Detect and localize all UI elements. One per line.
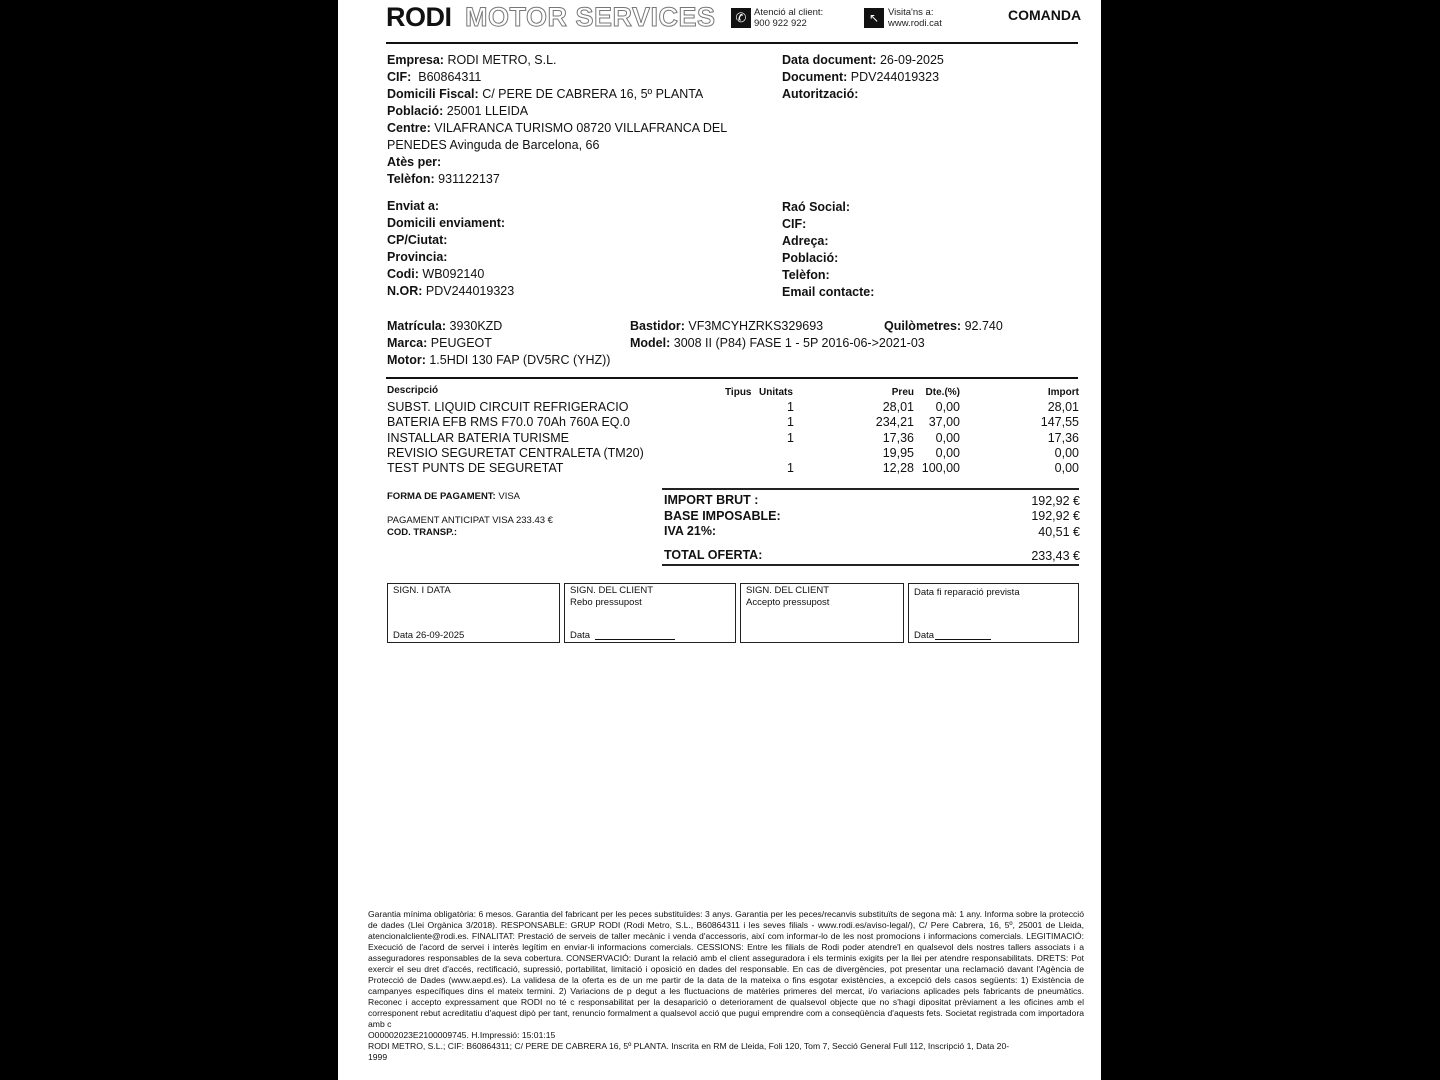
document-label: Document: [782, 70, 848, 84]
nor-value: PDV244019323 [425, 284, 515, 298]
phone-label: Atenció al client: [754, 7, 824, 18]
signature-title: SIGN. DEL CLIENT [570, 585, 654, 596]
forma-pagament-label: FORMA DE PAGAMENT: [387, 491, 496, 502]
codi-value: WB092140 [422, 267, 485, 281]
signature-box-client-receipt[interactable] [564, 583, 736, 643]
brand-logo-motor-services: MOTOR SERVICES [465, 2, 716, 32]
phone-number[interactable]: 900 922 922 [754, 18, 807, 29]
poblacio-label: Població: [387, 104, 444, 118]
base-imposable-label: BASE IMPOSABLE: [664, 509, 781, 523]
table-top-divider [386, 377, 1078, 379]
nor-label: N.OR: [387, 284, 423, 298]
adreca-label: Adreça: [782, 234, 829, 248]
total-oferta-value: 233,43 € [1031, 549, 1080, 563]
codi-label: Codi: [387, 267, 419, 281]
forma-pagament-value: VISA [498, 491, 521, 502]
cell-import: 28,01 [1047, 400, 1079, 414]
cell-descripcio: TEST PUNTS DE SEGURETAT [387, 461, 564, 476]
cursor-icon: ↖ [864, 8, 884, 28]
customer-telefon-label: Telèfon: [782, 268, 830, 282]
data-document-value: 26-09-2025 [879, 53, 944, 67]
data-document-label: Data document: [782, 53, 877, 67]
empresa-label: Empresa: [387, 53, 444, 67]
iva-value: 40,51 € [1038, 525, 1080, 539]
cell-preu: 28,01 [882, 400, 914, 414]
marca-value: PEUGEOT [430, 336, 492, 350]
web-url[interactable]: www.rodi.cat [888, 18, 942, 29]
website-info [864, 7, 942, 29]
document-type: COMANDA [1008, 7, 1082, 23]
document-page [338, 0, 1101, 1080]
cell-descripcio: BATERIA EFB RMS F70.0 70Ah 760A EQ.0 [387, 415, 630, 430]
cif-value: B60864311 [418, 70, 482, 84]
domicili-label: Domicili Fiscal: [387, 87, 479, 101]
base-imposable-value: 192,92 € [1031, 509, 1080, 523]
print-code: O00002023E2100009745. H.Impressió: 15:01:15 [368, 1030, 556, 1040]
email-label: Email contacte: [782, 285, 875, 299]
matricula-label: Matrícula: [387, 319, 447, 333]
web-label: Visita'ns a: [888, 7, 934, 18]
col-header-unitats: Unitats [759, 387, 793, 398]
vehicle-info-left [387, 318, 610, 369]
cell-dte: 37,00 [928, 415, 960, 430]
document-value: PDV244019323 [850, 70, 940, 84]
col-header-import: Import [1047, 387, 1079, 398]
cell-descripcio: REVISIO SEGURETAT CENTRALETA (TM20) [387, 445, 644, 460]
document-info [782, 52, 944, 103]
cell-dte: 100,00 [921, 461, 960, 476]
cell-dte: 0,00 [935, 445, 960, 460]
bastidor-value: VF3MCYHZRKS329693 [688, 319, 824, 333]
provincia-label: Provincia: [387, 250, 448, 264]
company-info [387, 52, 727, 188]
import-brut-label: IMPORT BRUT : [664, 493, 759, 507]
totals-bottom-divider [662, 564, 1079, 566]
registry-trailing: 1999 [368, 1052, 388, 1062]
import-brut-value: 192,92 € [1031, 494, 1080, 508]
signature-date: Data 26-09-2025 [393, 630, 465, 641]
motor-label: Motor: [387, 353, 426, 367]
date-line [935, 639, 991, 641]
autoritzacio-label: Autorització: [782, 87, 859, 101]
ates-label: Atès per: [387, 155, 442, 169]
signature-box-client-accept[interactable] [740, 583, 904, 643]
cell-unitats: 1 [787, 400, 794, 414]
cell-dte: 0,00 [935, 400, 960, 414]
cell-preu: 12,28 [882, 461, 914, 476]
model-value: 3008 II (P84) FASE 1 - 5P 2016-06->2021-03 [673, 336, 925, 350]
marca-label: Marca: [387, 336, 428, 350]
repair-end-date-box[interactable] [908, 583, 1079, 643]
domicili-value: C/ PERE DE CABRERA 16, 5º PLANTA [482, 87, 704, 101]
repair-end-title: Data fi reparació prevista [914, 587, 1020, 598]
registry-info: RODI METRO, S.L.; CIF: B60864311; C/ PERE DE CABRERA 16, 5º PLANTA. Inscrita en RM de Lleida, Foli 120, Tom 7, Secció General Full 112, Inscripció 1, Data 20- [368, 1041, 1010, 1051]
vehicle-info-right [884, 318, 1003, 335]
poblacio-value: 25001 LLEIDA [446, 104, 529, 118]
date-line [595, 639, 675, 641]
enviat-label: Enviat a: [387, 199, 440, 213]
col-header-descripcio: Descripció [387, 385, 439, 396]
customer-poblacio-label: Població: [782, 251, 839, 265]
cell-import: 0,00 [1054, 445, 1079, 460]
signature-subtitle: Accepto pressupost [746, 597, 830, 608]
signature-box-sign-date[interactable] [387, 583, 560, 643]
centre-value-2a: PENEDES [387, 138, 447, 152]
empresa-value: RODI METRO, S.L. [447, 53, 557, 67]
signature-title: SIGN. DEL CLIENT [746, 585, 830, 596]
legal-fine-print [368, 909, 1084, 1062]
shipping-info [387, 198, 514, 300]
cell-descripcio: SUBST. LIQUID CIRCUIT REFRIGERACIO [387, 400, 629, 414]
centre-label: Centre: [387, 121, 431, 135]
cell-preu: 17,36 [882, 430, 914, 445]
centre-value-1: VILAFRANCA TURISMO 08720 VILLAFRANCA DEL [434, 121, 728, 135]
cod-transp [387, 527, 457, 538]
telefon-label: Telèfon: [387, 172, 435, 186]
cell-preu: 19,95 [882, 445, 914, 460]
customer-service [731, 7, 823, 29]
cod-transp-label: COD. TRANSP.: [387, 527, 458, 538]
km-value: 92.740 [964, 319, 1003, 333]
signature-subtitle: Rebo pressupost [570, 597, 642, 608]
cell-preu: 234,21 [875, 415, 914, 430]
model-label: Model: [630, 336, 671, 350]
signature-date-label: Data [570, 630, 591, 641]
matricula-value: 3930KZD [449, 319, 503, 333]
cell-dte: 0,00 [935, 430, 960, 445]
repair-end-date-label: Data [914, 630, 935, 641]
rao-social-label: Raó Social: [782, 200, 851, 214]
col-header-tipus: Tipus [725, 387, 752, 398]
totals-top-divider [662, 488, 1079, 490]
brand-logo-rodi: RODI [386, 2, 452, 32]
col-header-dte: Dte.(%) [925, 387, 960, 398]
cp-label: CP/Ciutat: [387, 233, 448, 247]
advance-payment: PAGAMENT ANTICIPAT VISA 233.43 € [387, 515, 553, 526]
cell-import: 17,36 [1047, 430, 1079, 445]
vehicle-info-mid [630, 318, 925, 352]
cell-unitats: 1 [787, 430, 794, 445]
cell-unitats: 1 [787, 415, 794, 430]
motor-value: 1.5HDI 130 FAP (DV5RC (YHZ)) [429, 353, 611, 367]
phone-icon: ✆ [731, 8, 751, 28]
signature-title: SIGN. I DATA [393, 585, 451, 596]
centre-value-2b: Avinguda de Barcelona, 66 [449, 138, 600, 152]
iva-label: IVA 21%: [664, 524, 717, 538]
legal-text: Garantia mínima obligatòria: 6 mesos. Garantia del fabricant per les peces substituïdes: 3 anys. Garantia per les peces/recanvis substituïts de segona mà: 1 any. Informa sobre la protecció de dades (Llei Orgànica 3/2018). RESPONSABLE: GRUP RODI (Rodi Metro, S.L., B60864311 i les seves filials - www.rodi.es/aviso-legal/), C/ Pere Cabrera, 16, 5º, 25001 de Lleida, atencionalcliente@rodi.es. FINALITAT: Prestació de serveis de taller mecànic i venda d'accessoris, així com informar-lo de les nost promocions i informacions comercials. LEGITIMACIÓ: Execució de l'acord de servei i interès legítim en enviar-li informacions comercials. CESSIONS: Entre les filials de Rodi poder atendre'l en qualsevol dels nostres tallers associats i a asseguradores responsables de la seva cobertura. CONSERVACIÓ: Durant la relació amb el client asseguradora i els terminis exigits per la llei per atendre responsabilitats. DRETS: Pot exercir el seu dret d'accés, rectificació, supressió, portabilitat, limitació i oposició en dades del responsable. En cas de divergències, pot presentar una reclamació davant l'Agència de Protecció de Dades (www.aepd.es). La validesa de la oferta es de un me partir de la data de la mateixa o fins esgotar existències, a excepció dels casos següents: 1) Existència de campanyes específiques dins el mateix termini. 2) Variacions de p degut a les fluctuacions de matèries primeres del mercat, i/o variacions aplicades pels fabricants de pneumàtics. Reconec i accepto expressament que RODI no té c responsabilitat per la desaparició o deteriorament de qualsevol objecte que no s'hagi dipositat prèviament a les oficines amb el corresponent rebut acreditatiu d'aquest dipò per tant, renuncio formalment a qualsevol acció que pugui emprendre com a conseqüència d'aquests fets. Societat registrada com importadora amb c [368, 909, 1084, 1029]
col-header-preu: Preu [891, 387, 914, 398]
cell-unitats: 1 [787, 461, 794, 476]
cif-label: CIF: [387, 70, 412, 84]
customer-cif-label: CIF: [782, 217, 807, 231]
telefon-value: 931122137 [438, 172, 500, 186]
bastidor-label: Bastidor: [630, 319, 685, 333]
cell-descripcio: INSTALLAR BATERIA TURISME [387, 430, 569, 445]
domicili-enviament-label: Domicili enviament: [387, 216, 506, 230]
km-label: Quilòmetres: [884, 319, 962, 333]
payment-method [387, 491, 520, 502]
cell-import: 0,00 [1054, 461, 1079, 476]
cell-import: 147,55 [1040, 415, 1079, 430]
customer-info [782, 199, 874, 301]
total-oferta-label: TOTAL OFERTA: [664, 548, 763, 562]
header-divider [386, 42, 1078, 44]
